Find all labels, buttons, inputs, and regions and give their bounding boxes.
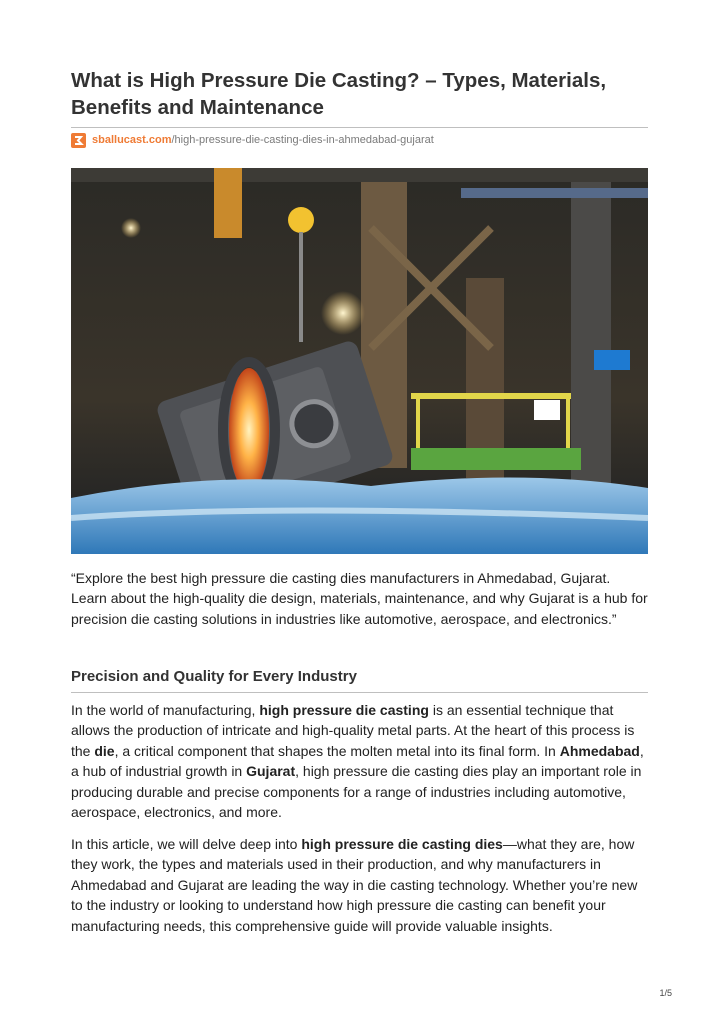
title-divider <box>71 127 648 128</box>
foundry-ladle-photo <box>71 168 648 554</box>
source-path[interactable]: /high-pressure-die-casting-dies-in-ahmedabad-gujarat <box>171 134 434 146</box>
paragraph-1: In the world of manufacturing, high pressure die casting is an essential technique that allows the production of intricate and high-quality metal parts. At the heart of this process is the die, a critical component that shapes the molten metal into its final form. In Ahmedabad, a hub of industrial growth in Gujarat, high pressure die casting dies play an important role in producing durable and precise components for a range of industries including automotive, aerospace, electronics, and more. <box>71 702 644 821</box>
site-logo-icon <box>71 133 86 148</box>
hero-image <box>71 168 648 554</box>
page-title: What is High Pressure Die Casting? – Types, Materials, Benefits and Maintenance <box>71 69 607 119</box>
paragraph-2: In this article, we will delve deep into high pressure die casting dies—what they are, how they work, the types and materials used in their production, and why manufacturers in Ahmedabad and Gujarat are leading the way in die casting technology. Whether you’re new to the industry or looking to understand how high pressure die casting can benefit your manufacturing needs, this comprehensive guide will provide valuable insights. <box>71 836 638 934</box>
source-host[interactable]: sballucast.com <box>92 134 172 146</box>
page-number: 1/5 <box>659 988 672 998</box>
section-heading: Precision and Quality for Every Industry <box>71 668 357 685</box>
source-link[interactable] <box>71 132 434 148</box>
intro-quote: “Explore the best high pressure die casting dies manufacturers in Ahmedabad, Gujarat. Learn about the high-quality die design, materials, maintenance, and why Gujarat is a hub for precision die casting solutions in industries like automotive, aerospace, and electronics.” <box>71 570 648 627</box>
section-divider <box>71 692 648 693</box>
